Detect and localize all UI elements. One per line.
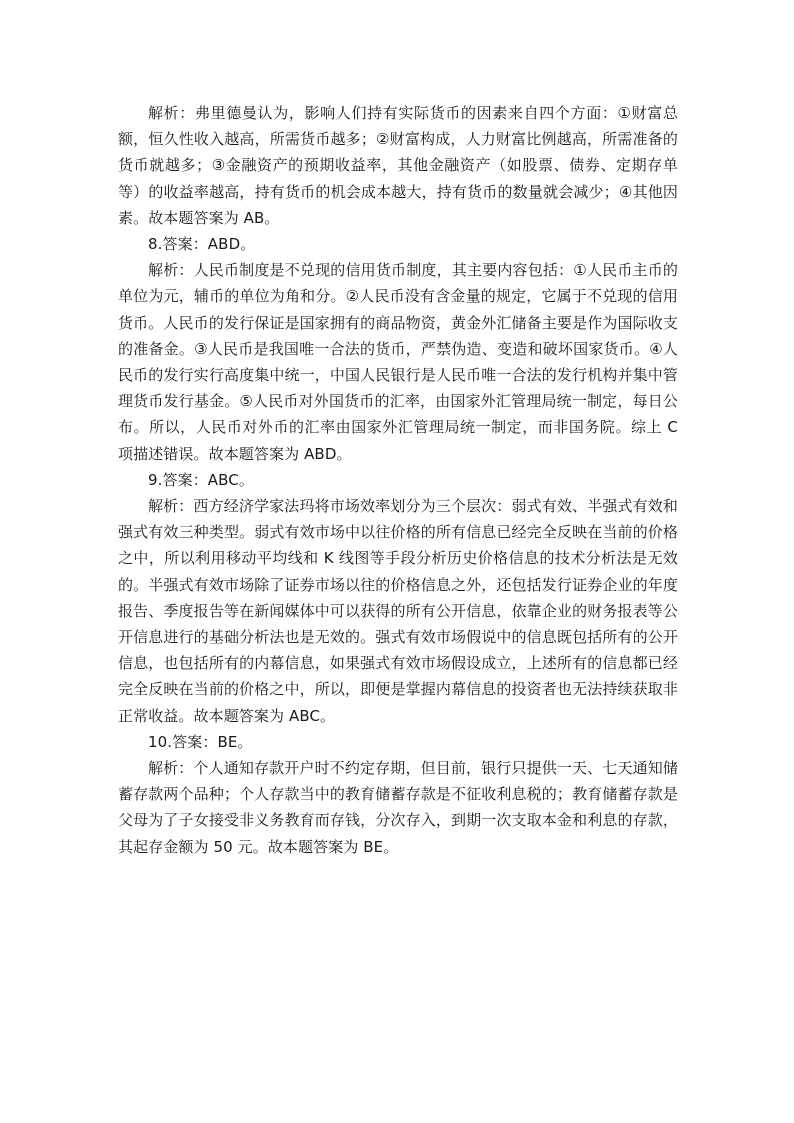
analysis-paragraph: 解析：个人通知存款开户时不约定存期，但目前，银行只提供一天、七天通知储蓄存款两个品种；个人存款当中的教育储蓄存款是不征收利息税的；教育储蓄存款是父母为了子女接受非义务教育而存钱，分次存入，到期一次支取本金和利息的存款，其起存金额为 50 元。故本题答案为 BE。	[118, 759, 678, 856]
analysis-paragraph: 解析：弗里德曼认为，影响人们持有实际货币的因素来自四个方面：①财富总额，恒久性收入越高，所需货币越多；②财富构成，人力财富比例越高，所需准备的货币就越多；③金融资产的预期收益率，其他金融资产（如股票、债券、定期存单等）的收益率越高，持有货币的机会成本越大，持有货币的数量就会减少；④其他因素。故本题答案为 AB。	[118, 104, 678, 227]
answer-line: 9.答案：ABC。	[148, 470, 254, 489]
analysis-paragraph: 解析：人民币制度是不兑现的信用货币制度，其主要内容包括：①人民币主币的单位为元，辅币的单位为角和分。②人民币没有含金量的规定，它属于不兑现的信用货币。人民币的发行保证是国家拥有的商品物资，黄金外汇储备主要是作为国际收支的准备金。③人民币是我国唯一合法的货币，严禁伪造、变造和破坏国家货币。④人民币的发行实行高度集中统一，中国人民银行是人民币唯一合法的发行机构并集中管理货币发行基金。⑤人民币对外国货币的汇率，由国家外汇管理局统一制定，每日公布。所以，人民币对外币的汇率由国家外汇管理局统一制定，而非国务院。综上 C 项描述错误。故本题答案为 ABD。	[118, 261, 678, 463]
answer-line: 10.答案：BE。	[148, 732, 253, 751]
answer-explanations	[118, 100, 678, 860]
answer-line: 8.答案：ABD。	[148, 235, 256, 254]
analysis-paragraph: 解析：西方经济学家法玛将市场效率划分为三个层次：弱式有效、半强式有效和强式有效三种类型。弱式有效市场中以往价格的所有信息已经完全反映在当前的价格之中，所以利用移动平均线和 K 线图等手段分析历史价格信息的技术分析法是无效的。半强式有效市场除了证券市场以往的价格信息之外，还包括发行证券企业的年度报告、季度报告等在新闻媒体中可以获得的所有公开信息，依靠企业的财务报表等公开信息进行的基础分析法也是无效的。强式有效市场假说中的信息既包括所有的公开信息，也包括所有的内幕信息，如果强式有效市场假设成立，上述所有的信息都已经完全反映在当前的价格之中，所以，即便是掌握内幕信息的投资者也无法持续获取非正常收益。故本题答案为 ABC。	[118, 497, 678, 725]
